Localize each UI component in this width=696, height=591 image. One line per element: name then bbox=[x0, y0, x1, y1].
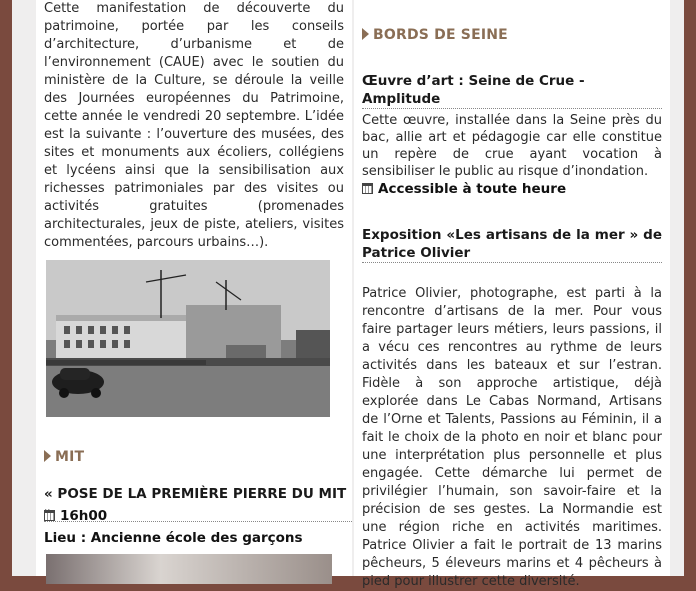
event-time-label: 16h00 bbox=[60, 508, 108, 524]
school-photo bbox=[46, 554, 332, 584]
event-place: Lieu : Ancienne école des garçons bbox=[44, 530, 303, 546]
section-heading-label: BORDS DE SEINE bbox=[373, 27, 508, 43]
triangle-bullet-icon bbox=[362, 28, 369, 40]
left-column bbox=[36, 0, 352, 576]
page-background bbox=[12, 0, 684, 589]
section-heading-label: MIT bbox=[55, 449, 85, 465]
event1-text: Cette œuvre, installée dans la Seine près du bac, allie art et pédagogie car elle constitue un repère de crue ayant vocation à sensibiliser le public au risque d’inondation. bbox=[362, 113, 662, 179]
event2-text: Patrice Olivier, photographe, est parti à la rencontre d’artisans de la mer. Pour vous faire partager leurs métiers, leurs passions, il a vécu ces rencontres au rythme de leurs activités dans les bateaux et sur l’estran. Fidèle à son approche artistique, déjà explorée dans Le Cabas Normand, Artisans de l’Orne et Talents, Passions au Féminin, il a fait le choix de la photo en noir et blanc pour une interprétation plus personnelle et plus engagée. Cette démarche lui permet de privilégier l’humain, son savoir-faire et la précision de ses gestes. La Normandie est une région riche en activités maritimes. Patrice Olivier a fait le portrait de 13 marins pêcheurs, 5 éleveurs marins et 4 pêcheurs à pied pour illustrer cette diversité. bbox=[362, 286, 662, 589]
triangle-bullet-icon bbox=[44, 450, 51, 462]
construction-photo-image bbox=[46, 260, 330, 417]
event1-title-link[interactable]: Œuvre d’art : Seine de Crue - Amplitude bbox=[362, 72, 662, 109]
event1-hours bbox=[362, 181, 566, 197]
calendar-icon bbox=[44, 510, 55, 521]
intro-text: Cette manifestation de découverte du patrimoine, portée par les conseils d’architecture, d’urbanisme et de l’environnement (CAUE) avec le soutien du ministère de la Culture, se déroule la veille des Journées européennes du Patrimoine, cette année le vendredi 20 septembre. L’idée est la suivante : l’ouverture des musées, des sites et monuments aux écoliers, collégiens et lycéens ainsi que la sensibilisation aux richesses patrimoniales par des visites ou activités gratuites (promenades architecturales, jeux de piste, ateliers, visites commentées, parcours urbains…). bbox=[44, 1, 344, 250]
construction-photo bbox=[46, 260, 330, 417]
section-heading-bords-de-seine bbox=[362, 27, 508, 43]
event-time bbox=[44, 508, 107, 524]
section-heading-mit bbox=[44, 449, 84, 465]
event-title-link[interactable]: « POSE DE LA PREMIÈRE PIERRE DU MIT bbox=[44, 485, 352, 522]
event1-hours-label: Accessible à toute heure bbox=[378, 181, 567, 197]
event2-block bbox=[362, 285, 662, 591]
event1-block bbox=[362, 112, 662, 180]
right-column bbox=[354, 0, 670, 589]
event2-title-link[interactable]: Exposition «Les artisans de la mer » de Patrice Olivier bbox=[362, 227, 662, 261]
calendar-icon bbox=[362, 183, 373, 194]
intro-block bbox=[44, 0, 344, 252]
